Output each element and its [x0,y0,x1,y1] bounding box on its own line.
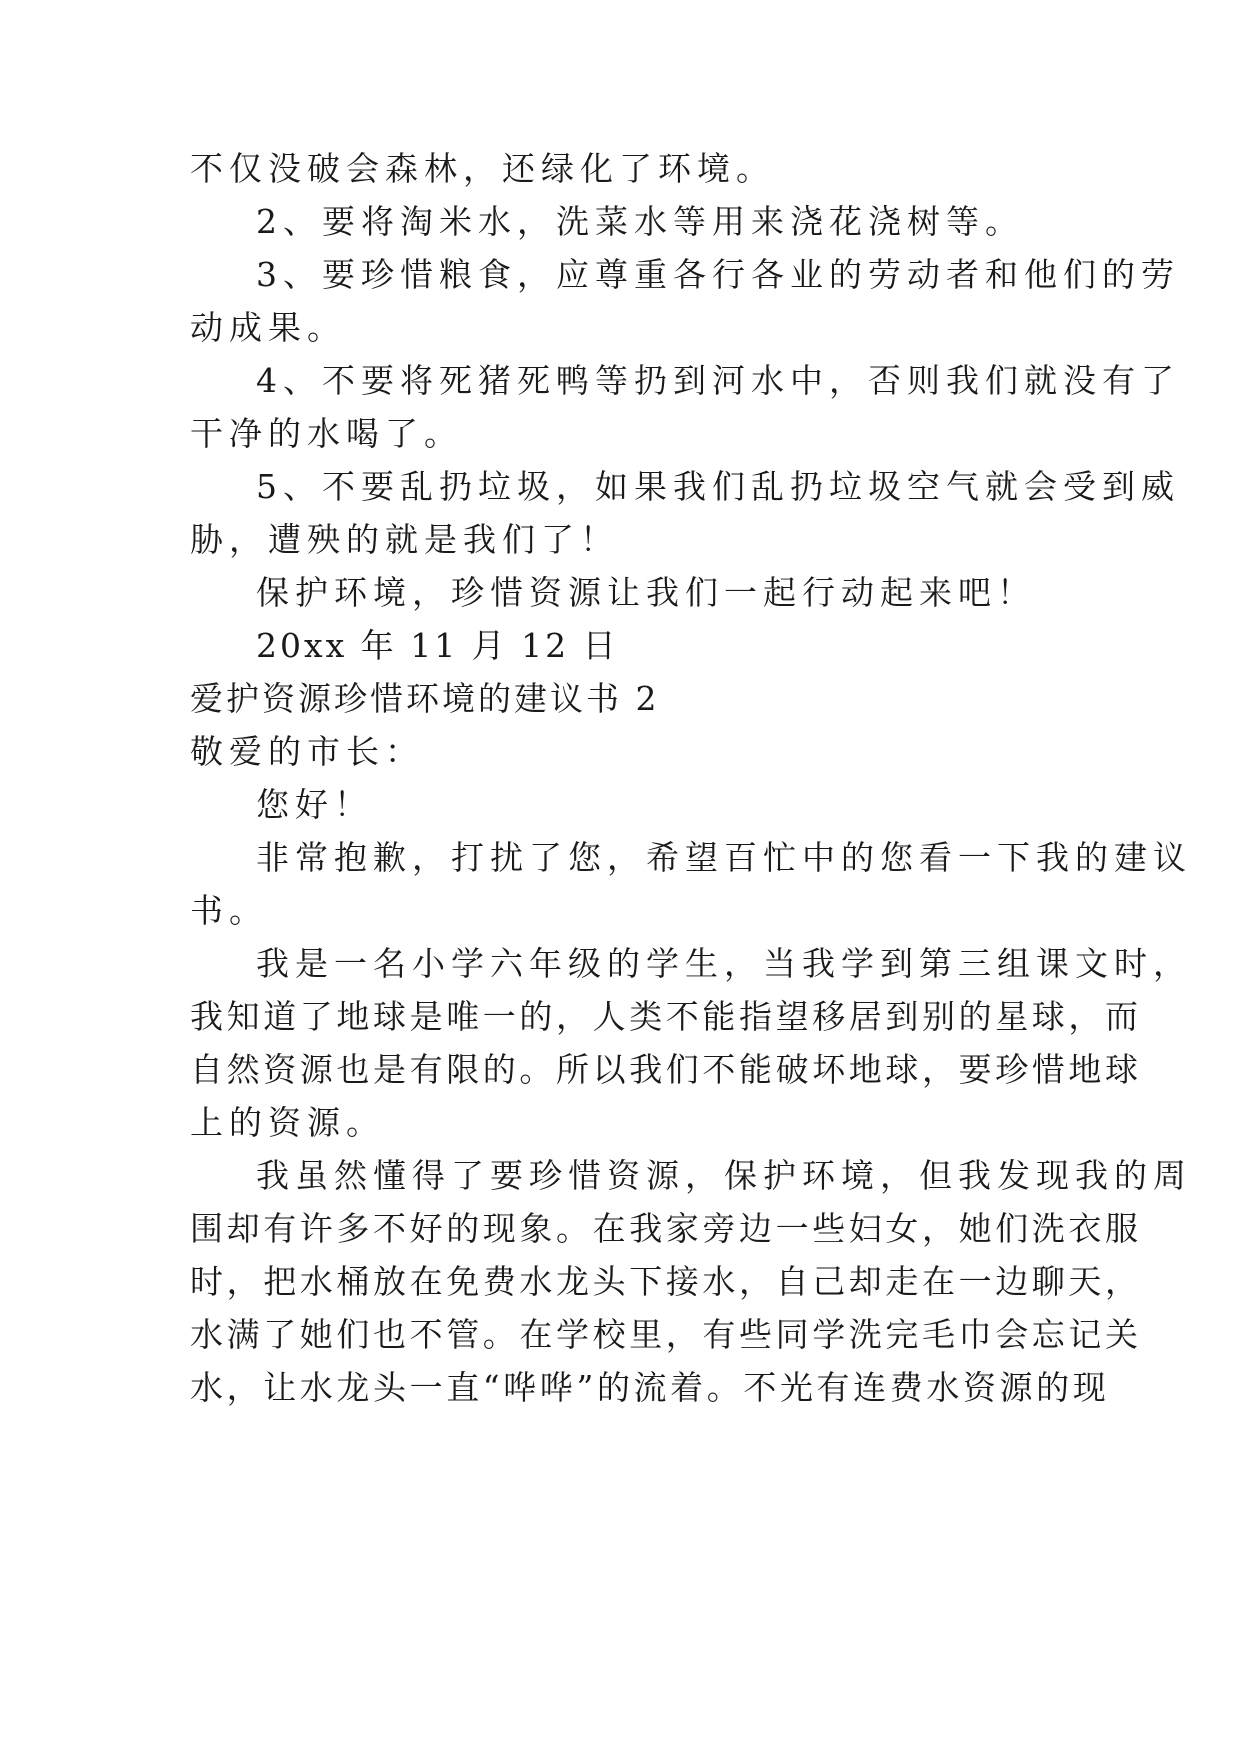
text-line: 围却有许多不好的现象。在我家旁边一些妇女，她们洗衣服 [190,1209,1142,1248]
text-line: 我知道了地球是唯一的，人类不能指望移居到别的星球，而 [190,997,1142,1036]
salutation: 敬爱的市长： [190,732,424,771]
text-line: 4、不要将死猪死鸭等扔到河水中，否则我们就没有了 [256,361,1180,400]
text-line: 我虽然懂得了要珍惜资源，保护环境，但我发现我的周 [256,1156,1192,1195]
section-title: 爱护资源珍惜环境的建议书 2 [190,679,660,718]
greeting: 您好！ [256,785,373,824]
text-line: 5、不要乱扔垃圾，如果我们乱扔垃圾空气就会受到威 [256,467,1180,506]
text-line: 3、要珍惜粮食，应尊重各行各业的劳动者和他们的劳 [256,255,1180,294]
text-line: 书。 [190,891,268,930]
text-line: 时，把水桶放在免费水龙头下接水，自己却走在一边聊天， [190,1262,1142,1301]
text-line: 上的资源。 [190,1103,385,1142]
text-line: 水满了她们也不管。在学校里，有些同学洗完毛巾会忘记关 [190,1315,1142,1354]
text-line: 保护环境，珍惜资源让我们一起行动起来吧！ [256,573,1036,612]
text-line: 2、要将淘米水，洗菜水等用来浇花浇树等。 [256,202,1024,241]
text-line: 不仅没破会森林，还绿化了环境。 [190,149,775,188]
text-line: 非常抱歉，打扰了您，希望百忙中的您看一下我的建议 [256,838,1192,877]
text-line: 水，让水龙头一直“哗哗”的流着。不光有连费水资源的现 [190,1368,1110,1407]
text-line: 自然资源也是有限的。所以我们不能破坏地球，要珍惜地球 [190,1050,1142,1089]
text-line: 我是一名小学六年级的学生，当我学到第三组课文时， [256,944,1192,983]
text-line: 干净的水喝了。 [190,414,463,453]
date-line: 20xx 年 11 月 12 日 [256,626,619,665]
text-line: 动成果。 [190,308,346,347]
text-line: 胁，遭殃的就是我们了！ [190,520,619,559]
